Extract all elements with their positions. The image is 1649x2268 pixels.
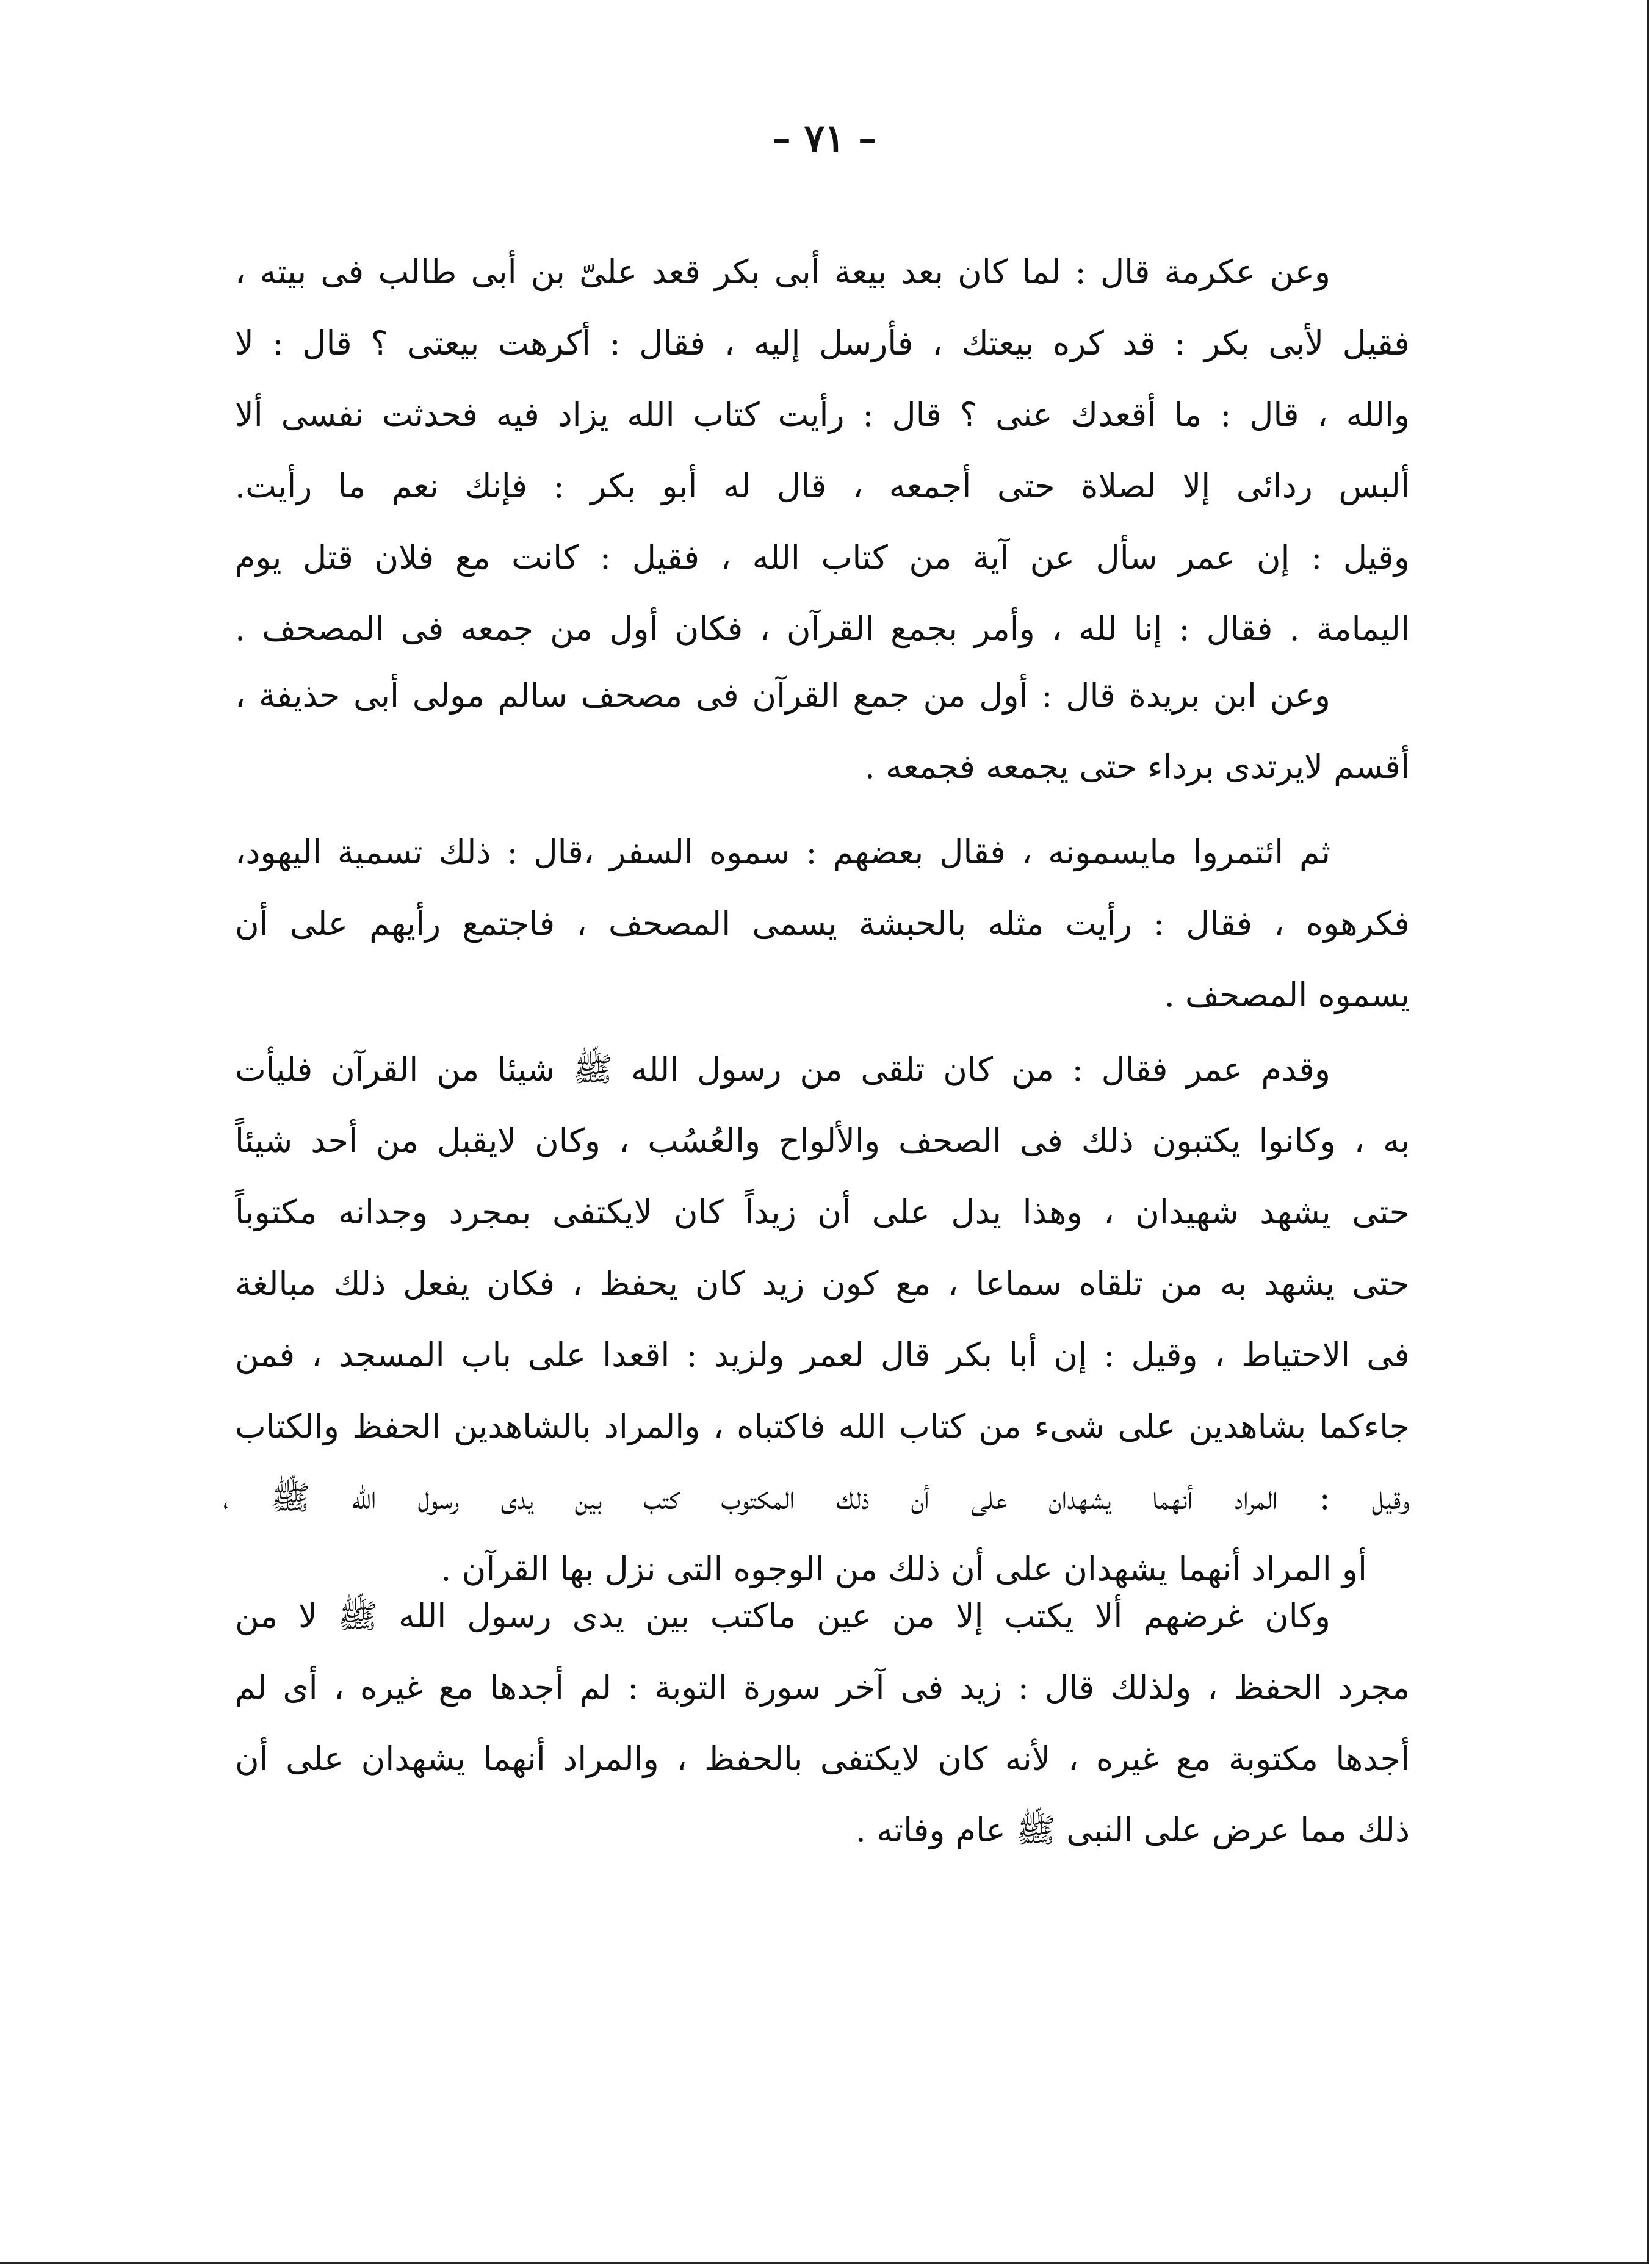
text-line: فكرهوه ، فقال : رأيت مثله بالحبشة يسمى المصحف ، فاجتمع رأيهم على أن xyxy=(235,904,1410,943)
text-line: وقيل : إن عمر سأل عن آية من كتاب الله ، فقيل : كانت مع فلان قتل يوم xyxy=(235,538,1410,577)
text-line: فقيل لأبى بكر : قد كره بيعتك ، فأرسل إليه ، فقال : أكرهت بيعتى ؟ قال : لا xyxy=(235,324,1410,362)
text-line: مجرد الحفظ ، ولذلك قال : زيد فى آخر سورة التوبة : لم أجدها مع غيره ، أى لم xyxy=(235,1668,1410,1707)
paragraph-naming-mushaf xyxy=(235,816,1410,1031)
text-line: اليمامة . فقال : إنا لله ، وأمر بجمع القرآن ، فكان أول من جمعه فى المصحف . xyxy=(235,610,1410,648)
text-line: ألبس ردائى إلا لصلاة حتى أجمعه ، قال له أبو بكر : فإنك نعم ما رأيت. xyxy=(235,467,1410,505)
text-line: وقيل : المراد أنهما يشهدان على أن ذلك المكتوب كتب بين يدى رسول الله ﷺ ، xyxy=(223,1478,1410,1517)
text-line: حتى يشهد شهيدان ، وهذا يدل على أن زيداً كان لايكتفى بمجرد وجدانه مكتوباً xyxy=(235,1193,1410,1231)
page-number: – ٧١ – xyxy=(772,116,877,160)
text-line: حتى يشهد به من تلقاه سماعا ، مع كون زيد كان يحفظ ، فكان يفعل ذلك مبالغة xyxy=(235,1264,1410,1303)
paragraph-intention xyxy=(235,1580,1410,1866)
paragraph-umar xyxy=(223,1034,1410,1605)
text-line: وقدم عمر فقال : من كان تلقى من رسول الله ﷺ شيئا من القرآن فليأت xyxy=(235,1050,1330,1089)
text-line: وعن عكرمة قال : لما كان بعد بيعة أبى بكر قعد علىّ بن أبى طالب فى بيته ، xyxy=(235,253,1330,291)
text-line: فى الاحتياط ، وقيل : إن أبا بكر قال لعمر ولزيد : اقعدا على باب المسجد ، فمن xyxy=(235,1336,1410,1374)
paragraph-ikrima xyxy=(235,236,1410,664)
text-line: جاءكما بشاهدين على شىء من كتاب الله فاكتباه ، والمراد بالشاهدين الحفظ والكتاب xyxy=(235,1407,1410,1445)
text-line: ذلك مما عرض على النبى ﷺ عام وفاته . xyxy=(855,1811,1410,1849)
text-line: أو المراد أنهما يشهدان على أن ذلك من الوجوه التى نزل بها القرآن . xyxy=(441,1550,1367,1588)
paragraph-ibn-buraida xyxy=(235,660,1410,802)
text-line: أجدها مكتوبة مع غيره ، لأنه كان لايكتفى بالحفظ ، والمراد أنهما يشهدان على أن xyxy=(235,1740,1410,1778)
text-line: يسموه المصحف . xyxy=(1164,976,1410,1014)
text-line: أقسم لايرتدى برداء حتى يجمعه فجمعه . xyxy=(864,747,1410,786)
text-line: وعن ابن بريدة قال : أول من جمع القرآن فى مصحف سالم مولى أبى حذيفة ، xyxy=(235,676,1330,715)
text-line: والله ، قال : ما أقعدك عنى ؟ قال : رأيت كتاب الله يزاد فيه فحدثت نفسى ألا xyxy=(235,395,1410,434)
text-line: ثم ائتمروا مايسمونه ، فقال بعضهم : سموه السفر ،قال : ذلك تسمية اليهود، xyxy=(235,833,1330,871)
text-line: وكان غرضهم ألا يكتب إلا من عين ماكتب بين يدى رسول الله ﷺ لا من xyxy=(235,1597,1330,1635)
text-line: به ، وكانوا يكتبون ذلك فى الصحف والألواح والعُسُب ، وكان لايقبل من أحد شيئاً xyxy=(235,1121,1410,1160)
